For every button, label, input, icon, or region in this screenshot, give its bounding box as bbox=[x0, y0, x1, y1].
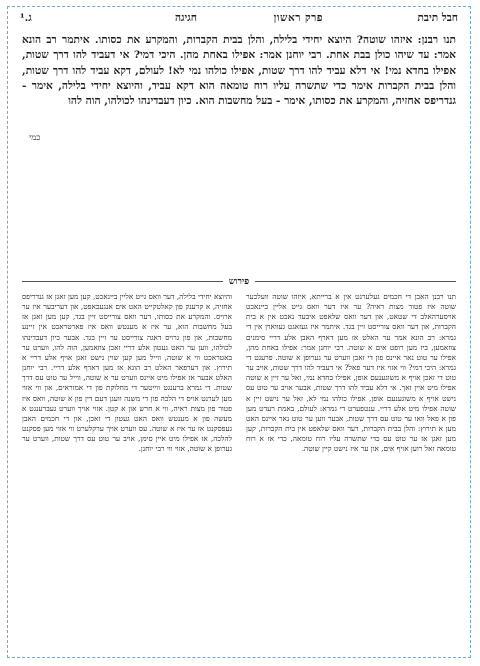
gemara-text: תנו רבנן: איזהו שוטה? היוצא יחידי בלילה, והלן בבית הקברות, והמקרע את כסותו. איתמר רב הונא אמר: עד שיהו כולן בבת אחת. רבי יוחנן אמר: אפילו באחת מהן. היכי דמי? אי דעביד להו דרך שטות, אפילו בחדא נמי! אי דלא עביד להו דרך שטות, אפילו כולהו נמי לא! לעולם, דקא עביד להו דרך שטות, והלן בבית הקברות אימר כדי שתשרה עליו רוח טומאה הוא דקא עביד, והיוצא יחידי בלילה, אימר - גנדריפס אחזיה, והמקרע את כסותו, אימר - בעל מחשבות הוא. כיון דעבדינהו לכולהו, הוה להו bbox=[22, 34, 456, 108]
header-tractate: חגיגה bbox=[175, 12, 197, 24]
page-header bbox=[20, 12, 458, 28]
commentary-body bbox=[22, 292, 456, 648]
catchword: כמי bbox=[29, 133, 41, 143]
commentary-column-left: והיוצא יחידי בלילה, דער וואס גייט אליין ביינאכט, קען מען זאגן אז גנדריפס אחזיה, א קרענק פון קאלטקייט האט אים אנגעכאפט, און דעריבער איז ער ארויס. והמקרע את כסותו, דער וואס צורייסט זיין בגד, קען מען זאגן אז בעל מחשבות הוא, ער איז א מענטש וואס איז פארטראכט אין זיינע מחשבות, און פון גרויס דאגה צורייסט ער זיין בגד. אבער כיון דעבדינהו לכולהו, ווען ער האט געטון אלע דריי זאכן צוזאמען, הוה להו, ווערט ער באטראכט ווי א שוטה, ווייל מען קען שוין נישט זאגן אויף אלע דריי א תירוץ. און דערפאר האלט רב הונא אז מען דארף אלע דריי. רבי יוחנן האלט אבער אז אפילו מיט איינס ווערט ער א שוטה, ווייל ער טוט עס דרך שטות. די גמרא ברענגט ווייטער די מחלוקת פון די אמוראים, און ווי אזוי מען לערנט אויס די הלכה פון די משנה וועגן דעם דין פון א שוטה, וואס איז פטור פון מצות ראיה, ווי א חרש און א קטן. אזוי אויך ווערט געברענגט א מעשה פון א מענטש וואס האט געטון די זאכן, און די חכמים האבן געפסקנט אז ער איז א שוטה. עס ווערט אויך ערקלערט ווי אזוי מען פסקנט להלכה, אז אפילו מיט איין סימן, אויב ער טוט עס דרך שטות, ווערט ער גערופן א שוטה, אזוי ווי רבי יוחנן. bbox=[22, 292, 232, 454]
header-book-title: חבל תיבת bbox=[417, 12, 458, 24]
commentary-title: פירוש bbox=[228, 276, 250, 287]
divider-line-left bbox=[22, 281, 223, 282]
commentary-divider bbox=[22, 274, 456, 288]
commentary-column-right: תנו רבנן האבן די חכמים געלערנט אין א ברייתא, איזהו שוטה וועלכער שוטה איז פטור מצות ראיה? ער איז דער וואס גייט אליין ביינאכט אויסערהאלב די שטאט, און דער וואס שלאפט איבער נאכט אין א בית הקברות, און דער וואס צורייסט זיין בגד. איתמר איז געזאגט געווארן אין די גמרא: רב הונא אמר ער האלט אז מען דארף האבן אלע דריי סימנים צוזאמען, ביז מען רופט אים א שוטה. רבי יוחנן אמר: אפילו באחת מהן, אפילו ער טוט נאר איינס פון די זאכן ווערט ער גערופן א שוטה. פרעגט די גמרא: היכי דמי? ווי אזוי איז דער פאל? אי דעביד להו דרך שטות, אויב ער טוט די זאכן אויף א משוגענעם אופן, אפילו בחדא נמי, זאל ער זיין א שוטה אפילו מיט איין זאך. אי דלא עביד להו דרך שטות, אבער אויב ער טוט עס נישט אויף א משוגענעם אופן, אפילו כולהו נמי לא, זאל ער נישט זיין א שוטה אפילו מיט אלע דריי. ענטפערט די גמרא: לעולם, באמת רעדט מען פון א פאל וואו ער טוט עס דרך שטות, אבער ווען ער טוט נאר איינס האט מען א תירוץ: והלן בבית הקברות, דער וואס שלאפט אין בית הקברות, קען מען זאגן אז ער טוט עס כדי שתשרה עליו רוח טומאה, כדי אז א רוח טומאה זאל רוען אויף אים, און ער איז נישט קיין שוטה. bbox=[246, 292, 456, 454]
header-chapter: פרק ראשון bbox=[273, 12, 323, 24]
divider-line-right bbox=[255, 281, 456, 282]
header-page-number: ג.¹ bbox=[20, 12, 32, 24]
